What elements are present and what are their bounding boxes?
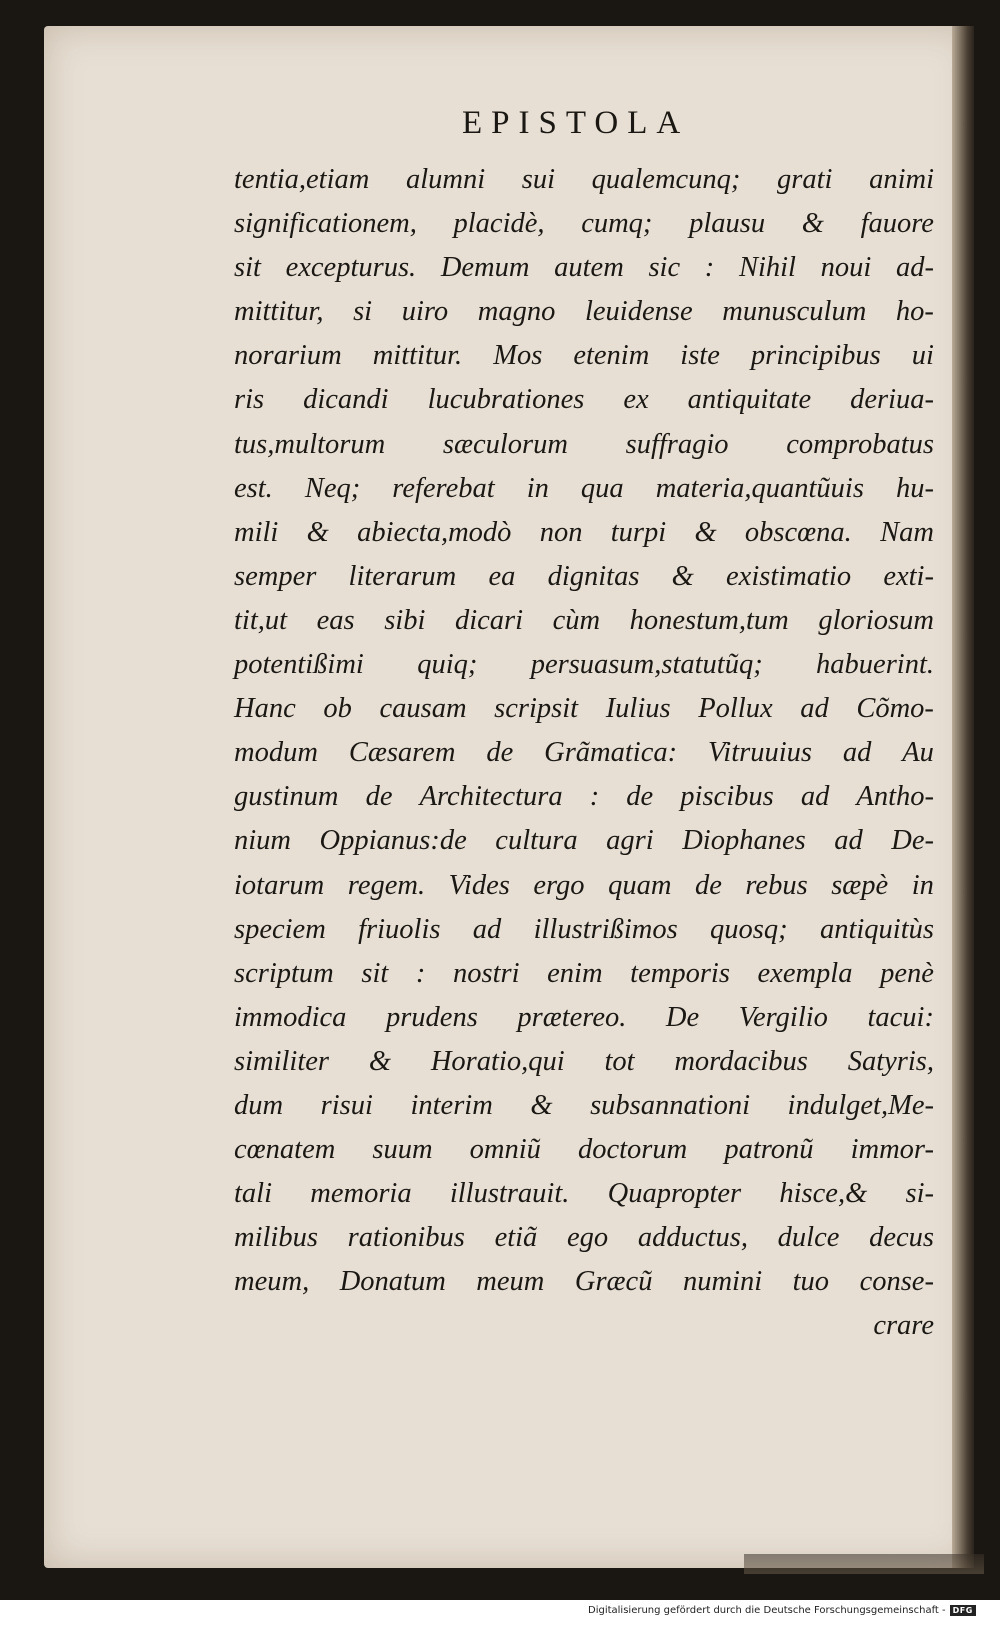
text-line (234, 996, 934, 1040)
text-line (234, 643, 934, 687)
word: penè (880, 957, 934, 989)
word: Grãmatica: (544, 737, 678, 769)
word: leuidense (584, 296, 693, 328)
footer-credit (588, 1605, 976, 1616)
word: subsannationi (590, 1089, 750, 1121)
dfg-logo: DFG (950, 1605, 976, 1616)
word: qualemcunq; (591, 164, 741, 195)
word: Au (902, 737, 934, 769)
text-line (234, 334, 934, 378)
word: Diophanes (682, 825, 806, 857)
word: Nam (880, 516, 934, 548)
word: memoria (310, 1178, 412, 1210)
word: habuerint. (816, 649, 934, 681)
word: ob (323, 693, 352, 725)
text-line (234, 511, 934, 555)
word: tali (234, 1178, 273, 1210)
word: risui (320, 1089, 373, 1121)
word: mittitur, (234, 296, 324, 328)
word: materia,quantũuis (655, 472, 864, 504)
word: autem (554, 252, 624, 284)
word: cùm (552, 604, 601, 636)
text-line (234, 599, 934, 643)
word: Græcũ (574, 1266, 653, 1298)
word: doctorum (577, 1134, 688, 1166)
word: sæculorum (442, 428, 568, 460)
word: tot (604, 1045, 635, 1077)
word: exempla (757, 957, 853, 989)
word: animi (869, 164, 934, 195)
word: abiecta,modò (357, 516, 512, 548)
word: illustrißimos (533, 913, 678, 945)
word: Quapropter (607, 1178, 742, 1210)
word: referebat (392, 472, 495, 504)
text-line (234, 1216, 934, 1260)
word: : (704, 252, 715, 284)
word: tentia,etiam (234, 164, 370, 195)
word: piscibus (680, 781, 774, 813)
word: hisce,& (779, 1178, 868, 1210)
word: etenim (573, 340, 650, 372)
running-header: EPISTOLA (462, 105, 690, 141)
word: Vitruuius (708, 737, 812, 769)
text-line (234, 864, 934, 908)
word: nium (234, 825, 291, 857)
text-line (234, 202, 934, 246)
word: & (671, 560, 694, 592)
word: agri (606, 825, 654, 857)
word: exti- (883, 560, 934, 592)
word: iste (680, 340, 720, 372)
word: ad (800, 693, 829, 725)
word: De (665, 1001, 700, 1033)
word: De- (891, 825, 934, 857)
word: tus,multorum (234, 428, 386, 460)
word: immodica (234, 1001, 347, 1033)
word: existimatio (726, 560, 852, 592)
word: ad (842, 737, 872, 769)
word: Cæsarem (348, 737, 456, 769)
word: & (368, 1045, 391, 1077)
word: dignitas (547, 560, 640, 592)
word: hu- (895, 472, 934, 504)
page-bottom-edge (744, 1554, 984, 1574)
word: si- (905, 1178, 934, 1210)
word: illustrauit. (449, 1178, 570, 1210)
word: suffragio (625, 428, 729, 460)
word: ui (911, 340, 934, 372)
word: ea (488, 560, 516, 592)
word: sui (521, 164, 556, 195)
text-line (234, 952, 934, 996)
body-text (234, 158, 934, 1349)
word: Demum (440, 252, 530, 284)
word: Cõmo- (856, 693, 934, 725)
text-line (234, 819, 934, 863)
text-line (234, 423, 934, 467)
word: milibus (234, 1222, 318, 1254)
word: mili (234, 516, 279, 548)
text-line (234, 246, 934, 290)
word: decus (869, 1222, 934, 1254)
word: patronũ (724, 1134, 814, 1166)
word: enim (547, 957, 603, 989)
text-line (234, 731, 934, 775)
word: Horatio,qui (430, 1045, 565, 1077)
word: literarum (348, 560, 457, 592)
word: dicandi (303, 384, 389, 416)
word: de (694, 869, 722, 901)
word: ad (472, 913, 502, 945)
word: principibus (750, 340, 881, 372)
word: Donatum (339, 1266, 446, 1298)
word: semper (234, 560, 317, 592)
word: prætereo. (517, 1001, 627, 1033)
word: tuo (792, 1266, 830, 1298)
word: in (526, 472, 549, 504)
word: Architectura (419, 781, 563, 813)
word: ex (623, 384, 649, 416)
word: Hanc (234, 693, 296, 725)
word: iotarum (234, 869, 325, 901)
text-line (234, 467, 934, 511)
word: scripsit (494, 693, 579, 725)
word: Vergilio (738, 1001, 828, 1033)
word: ego (567, 1222, 609, 1254)
word: fauore (860, 208, 934, 240)
word: quiq; (417, 649, 478, 681)
word: temporis (630, 957, 730, 989)
word: in (911, 869, 934, 901)
word: sic (648, 252, 681, 284)
word: comprobatus (786, 428, 934, 460)
text-line (234, 687, 934, 731)
word: tit,ut (234, 604, 288, 636)
word: quosq; (710, 913, 788, 945)
word: munusculum (722, 296, 867, 328)
word: cultura (495, 825, 578, 857)
word: potentißimi (234, 649, 364, 681)
text-line (234, 1040, 934, 1084)
word: Neq; (304, 472, 361, 504)
word: adductus, (637, 1222, 748, 1254)
text-line (234, 775, 934, 819)
word: noui (820, 252, 872, 284)
word: ris (234, 384, 265, 416)
word: causam (379, 693, 467, 725)
word: antiquitate (687, 384, 812, 416)
catchword-text: crare (873, 1310, 934, 1342)
word: Pollux (698, 693, 773, 725)
word: dicari (454, 604, 524, 636)
word: tacui: (867, 1001, 934, 1033)
word: ad (800, 781, 830, 813)
word: Iulius (605, 693, 671, 725)
word: est. (234, 472, 273, 504)
word: sit (234, 252, 261, 284)
word: qua (580, 472, 624, 504)
word: dum (234, 1089, 284, 1121)
word: gloriosum (818, 604, 934, 636)
word: sit (361, 957, 389, 989)
word: lucubrationes (427, 384, 585, 416)
word: nostri (453, 957, 520, 989)
word: friuolis (358, 913, 441, 945)
word: numini (682, 1266, 763, 1298)
word: sæpè (831, 869, 889, 901)
word: quam (608, 869, 672, 901)
word: si (353, 296, 373, 328)
word: Antho- (856, 781, 934, 813)
word: ergo (533, 869, 585, 901)
word: ad (834, 825, 863, 857)
word: Satyris, (847, 1045, 934, 1077)
word: grati (777, 164, 833, 195)
word: rationibus (347, 1222, 465, 1254)
word: significationem, (234, 208, 417, 240)
word: sibi (384, 604, 426, 636)
word: ho- (895, 296, 934, 328)
footer-credit-text: Digitalisierung gefördert durch die Deutsche Forschungsgemeinschaft - (588, 1605, 946, 1616)
word: persuasum,statutũq; (530, 649, 763, 681)
word: cœnatem (234, 1134, 336, 1166)
word: dulce (777, 1222, 840, 1254)
word: antiquitùs (819, 913, 934, 945)
text-line (234, 555, 934, 599)
word: uiro (401, 296, 449, 328)
word: omniũ (469, 1134, 541, 1166)
word: de (486, 737, 514, 769)
text-line (234, 378, 934, 422)
word: placidè, (453, 208, 545, 240)
page-edge (952, 26, 974, 1568)
word: regem. (347, 869, 426, 901)
word: interim (410, 1089, 493, 1121)
word: non (539, 516, 583, 548)
word: immor- (850, 1134, 934, 1166)
word: honestum,tum (629, 604, 789, 636)
word: gustinum (234, 781, 339, 813)
catchword (234, 1304, 934, 1348)
word: meum, (234, 1266, 310, 1298)
word: : (415, 957, 426, 989)
word: Oppianus:de (319, 825, 467, 857)
word: speciem (234, 913, 326, 945)
word: ad- (895, 252, 934, 284)
word: obscœna. (744, 516, 852, 548)
word: de (626, 781, 654, 813)
word: eas (316, 604, 355, 636)
word: prudens (385, 1001, 478, 1033)
word: & (801, 208, 824, 240)
word: similiter (234, 1045, 330, 1077)
word: conse- (859, 1266, 934, 1298)
word: suum (372, 1134, 433, 1166)
word: & (530, 1089, 553, 1121)
word: cumq; (581, 208, 653, 240)
word: deriua- (850, 384, 934, 416)
word: scriptum (234, 957, 334, 989)
word: turpi (610, 516, 667, 548)
text-line (234, 1260, 934, 1304)
word: norarium (234, 340, 342, 372)
text-line (234, 290, 934, 334)
word: magno (477, 296, 556, 328)
word: mittitur. (372, 340, 463, 372)
word: & (306, 516, 329, 548)
text-line (234, 158, 934, 202)
text-line (234, 908, 934, 952)
word: excepturus. (285, 252, 417, 284)
word: & (694, 516, 717, 548)
word: alumni (405, 164, 486, 195)
word: Vides (448, 869, 510, 901)
word: indulget,Me- (787, 1089, 934, 1121)
word: rebus (745, 869, 808, 901)
word: modum (234, 737, 318, 769)
text-line (234, 1172, 934, 1216)
word: de (365, 781, 393, 813)
word: plausu (689, 208, 766, 240)
word: Mos (493, 340, 543, 372)
word: mordacibus (674, 1045, 808, 1077)
word: etiã (494, 1222, 538, 1254)
word: Nihil (738, 252, 796, 284)
text-line (234, 1084, 934, 1128)
text-line (234, 1128, 934, 1172)
word: meum (476, 1266, 545, 1298)
word: : (589, 781, 600, 813)
